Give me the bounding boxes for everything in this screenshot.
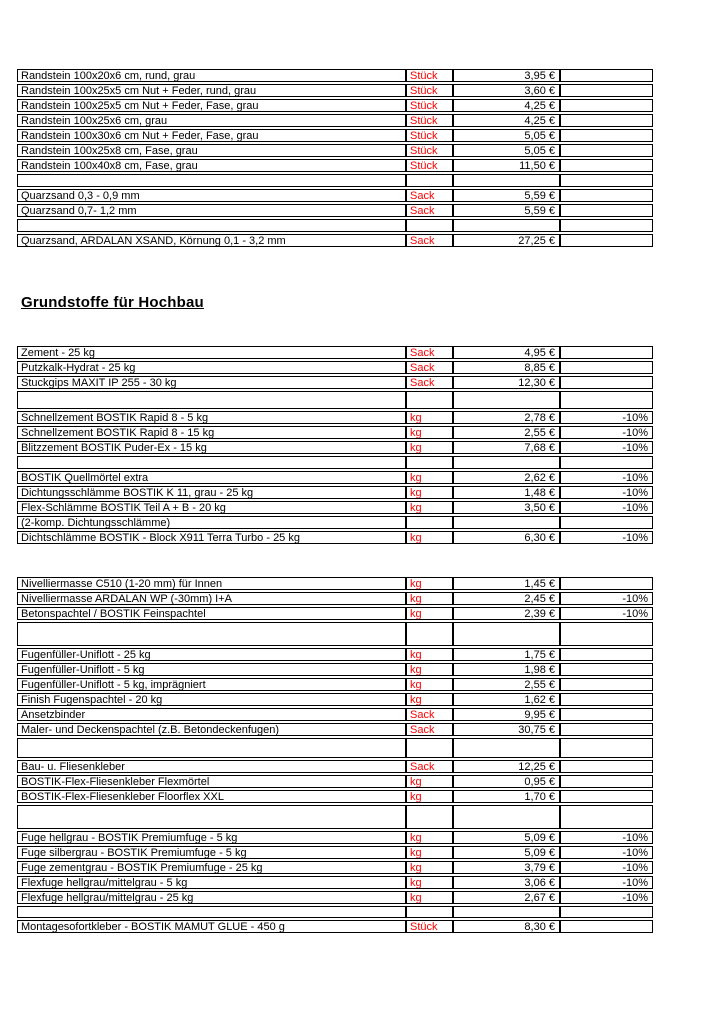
unit-cell: kg [406, 441, 453, 454]
table-row [17, 159, 653, 172]
discount-cell [560, 723, 653, 736]
product-name-cell: Ansetzbinder [17, 708, 406, 721]
product-name-cell: Bau- u. Fliesenkleber [17, 760, 406, 773]
price-cell: 2,55 € [453, 678, 560, 691]
product-name-cell: Fugenfüller-Uniflott - 25 kg [17, 648, 406, 661]
discount-cell [560, 234, 653, 247]
unit-cell: Sack [406, 760, 453, 773]
price-cell: 1,45 € [453, 577, 560, 590]
unit-cell: kg [406, 577, 453, 590]
table-row [17, 426, 653, 439]
table-row [17, 234, 653, 247]
unit-cell: kg [406, 831, 453, 844]
unit-cell: kg [406, 891, 453, 904]
product-name-cell: Randstein 100x40x8 cm, Fase, grau [17, 159, 406, 172]
product-name-cell: Quarzsand, ARDALAN XSAND, Körnung 0,1 - 3,2 mm [17, 234, 406, 247]
unit-cell [406, 174, 453, 187]
product-name-cell: (2-komp. Dichtungsschlämme) [17, 516, 406, 529]
price-table-randstein-quarzsand [17, 69, 653, 249]
discount-cell [560, 760, 653, 773]
section-heading: Grundstoffe für Hochbau [21, 294, 204, 311]
price-cell [453, 219, 560, 232]
product-name-cell: Putzkalk-Hydrat - 25 kg [17, 361, 406, 374]
product-name-cell: Nivelliermasse ARDALAN WP (-30mm) I+A [17, 592, 406, 605]
discount-cell [560, 648, 653, 661]
price-cell: 1,62 € [453, 693, 560, 706]
table-row [17, 376, 653, 389]
table-row [17, 516, 653, 529]
product-name-cell: Randstein 100x25x8 cm, Fase, grau [17, 144, 406, 157]
table-row [17, 723, 653, 736]
price-cell [453, 456, 560, 469]
price-cell: 2,45 € [453, 592, 560, 605]
table-row [17, 846, 653, 859]
discount-cell [560, 708, 653, 721]
unit-cell [406, 456, 453, 469]
discount-cell [560, 391, 653, 409]
price-cell: 30,75 € [453, 723, 560, 736]
product-name-cell: Quarzsand 0,3 - 0,9 mm [17, 189, 406, 202]
product-name-cell: Fuge hellgrau - BOSTIK Premiumfuge - 5 kg [17, 831, 406, 844]
product-name-cell: Fuge zementgrau - BOSTIK Premiumfuge - 25 kg [17, 861, 406, 874]
discount-cell [560, 174, 653, 187]
spacer-row [17, 805, 653, 829]
discount-cell: -10% [560, 486, 653, 499]
discount-cell: -10% [560, 426, 653, 439]
table-row [17, 693, 653, 706]
discount-cell: -10% [560, 876, 653, 889]
product-name-cell: BOSTIK Quellmörtel extra [17, 471, 406, 484]
product-name-cell: Finish Fugenspachtel - 20 kg [17, 693, 406, 706]
table-row [17, 891, 653, 904]
unit-cell [406, 219, 453, 232]
discount-cell: -10% [560, 861, 653, 874]
price-cell: 5,05 € [453, 129, 560, 142]
table-row [17, 920, 653, 933]
product-name-cell: Zement - 25 kg [17, 346, 406, 359]
discount-cell [560, 790, 653, 803]
price-cell [453, 516, 560, 529]
discount-cell: -10% [560, 891, 653, 904]
table-row [17, 831, 653, 844]
price-cell: 2,78 € [453, 411, 560, 424]
table-row [17, 775, 653, 788]
unit-cell: Sack [406, 189, 453, 202]
product-name-cell [17, 805, 406, 829]
unit-cell: kg [406, 471, 453, 484]
unit-cell: Sack [406, 346, 453, 359]
table-row [17, 531, 653, 544]
spacer-row [17, 738, 653, 758]
unit-cell: Stück [406, 144, 453, 157]
product-name-cell [17, 738, 406, 758]
discount-cell [560, 84, 653, 97]
product-name-cell: Flexfuge hellgrau/mittelgrau - 25 kg [17, 891, 406, 904]
price-cell: 1,48 € [453, 486, 560, 499]
unit-cell: kg [406, 876, 453, 889]
discount-cell [560, 738, 653, 758]
table-row [17, 99, 653, 112]
price-cell: 8,85 € [453, 361, 560, 374]
discount-cell [560, 678, 653, 691]
table-row [17, 648, 653, 661]
price-cell: 3,60 € [453, 84, 560, 97]
price-cell: 3,50 € [453, 501, 560, 514]
discount-cell [560, 144, 653, 157]
discount-cell [560, 920, 653, 933]
product-name-cell: BOSTIK-Flex-Fliesenkleber Flexmörtel [17, 775, 406, 788]
discount-cell: -10% [560, 607, 653, 620]
table-row [17, 663, 653, 676]
product-name-cell [17, 622, 406, 646]
spacer-row [17, 906, 653, 918]
table-row [17, 790, 653, 803]
discount-cell [560, 204, 653, 217]
price-cell: 5,09 € [453, 831, 560, 844]
unit-cell [406, 622, 453, 646]
discount-cell [560, 99, 653, 112]
unit-cell [406, 391, 453, 409]
table-row [17, 501, 653, 514]
price-cell: 2,39 € [453, 607, 560, 620]
price-cell: 4,25 € [453, 99, 560, 112]
table-row [17, 592, 653, 605]
product-name-cell: Randstein 100x25x5 cm Nut + Feder, rund, grau [17, 84, 406, 97]
table-row [17, 607, 653, 620]
table-row [17, 577, 653, 590]
table-row [17, 471, 653, 484]
unit-cell: Stück [406, 69, 453, 82]
unit-cell: Sack [406, 234, 453, 247]
discount-cell: -10% [560, 846, 653, 859]
spacer-row [17, 219, 653, 232]
product-name-cell: Maler- und Deckenspachtel (z.B. Betondeckenfugen) [17, 723, 406, 736]
unit-cell [406, 738, 453, 758]
price-cell [453, 622, 560, 646]
product-name-cell: BOSTIK-Flex-Fliesenkleber Floorflex XXL [17, 790, 406, 803]
price-cell: 5,59 € [453, 189, 560, 202]
discount-cell [560, 361, 653, 374]
unit-cell: Stück [406, 159, 453, 172]
unit-cell: Stück [406, 114, 453, 127]
unit-cell: Sack [406, 723, 453, 736]
price-cell: 11,50 € [453, 159, 560, 172]
price-table-spachtel-kleber-fugen [17, 577, 653, 935]
discount-cell [560, 622, 653, 646]
product-name-cell: Flexfuge hellgrau/mittelgrau - 5 kg [17, 876, 406, 889]
discount-cell [560, 346, 653, 359]
unit-cell: kg [406, 607, 453, 620]
product-name-cell: Randstein 100x25x5 cm Nut + Feder, Fase, grau [17, 99, 406, 112]
table-row [17, 361, 653, 374]
discount-cell [560, 376, 653, 389]
price-cell: 27,25 € [453, 234, 560, 247]
unit-cell: Stück [406, 129, 453, 142]
price-table-zement-schlaemme [17, 346, 653, 546]
price-cell: 0,95 € [453, 775, 560, 788]
table-row [17, 861, 653, 874]
unit-cell: Sack [406, 376, 453, 389]
discount-cell [560, 69, 653, 82]
product-name-cell: Schnellzement BOSTIK Rapid 8 - 15 kg [17, 426, 406, 439]
unit-cell [406, 906, 453, 918]
unit-cell: Stück [406, 84, 453, 97]
product-name-cell: Flex-Schlämme BOSTIK Teil A + B - 20 kg [17, 501, 406, 514]
price-cell: 1,75 € [453, 648, 560, 661]
price-cell: 2,67 € [453, 891, 560, 904]
price-cell [453, 174, 560, 187]
table-row [17, 441, 653, 454]
price-cell [453, 738, 560, 758]
product-name-cell: Fugenfüller-Uniflott - 5 kg [17, 663, 406, 676]
price-cell: 3,06 € [453, 876, 560, 889]
product-name-cell: Fugenfüller-Uniflott - 5 kg, imprägniert [17, 678, 406, 691]
discount-cell [560, 663, 653, 676]
table-row [17, 678, 653, 691]
product-name-cell: Randstein 100x20x6 cm, rund, grau [17, 69, 406, 82]
price-cell: 7,68 € [453, 441, 560, 454]
price-cell: 3,95 € [453, 69, 560, 82]
discount-cell [560, 189, 653, 202]
unit-cell: kg [406, 861, 453, 874]
product-name-cell: Betonspachtel / BOSTIK Feinspachtel [17, 607, 406, 620]
product-name-cell: Dichtschlämme BOSTIK - Block X911 Terra Turbo - 25 kg [17, 531, 406, 544]
unit-cell: kg [406, 663, 453, 676]
spacer-row [17, 456, 653, 469]
table-row [17, 144, 653, 157]
product-name-cell: Nivelliermasse C510 (1-20 mm) für Innen [17, 577, 406, 590]
product-name-cell: Quarzsand 0,7- 1,2 mm [17, 204, 406, 217]
price-cell: 5,59 € [453, 204, 560, 217]
price-cell: 4,25 € [453, 114, 560, 127]
product-name-cell: Montagesofortkleber - BOSTIK MAMUT GLUE - 450 g [17, 920, 406, 933]
unit-cell [406, 516, 453, 529]
product-name-cell: Randstein 100x30x6 cm Nut + Feder, Fase, grau [17, 129, 406, 142]
spacer-row [17, 391, 653, 409]
unit-cell: kg [406, 486, 453, 499]
price-cell: 2,62 € [453, 471, 560, 484]
price-cell: 1,70 € [453, 790, 560, 803]
discount-cell [560, 219, 653, 232]
price-cell [453, 391, 560, 409]
price-cell: 8,30 € [453, 920, 560, 933]
discount-cell: -10% [560, 592, 653, 605]
unit-cell: Stück [406, 920, 453, 933]
unit-cell: kg [406, 648, 453, 661]
unit-cell: kg [406, 426, 453, 439]
discount-cell: -10% [560, 531, 653, 544]
product-name-cell: Blitzzement BOSTIK Puder-Ex - 15 kg [17, 441, 406, 454]
discount-cell: -10% [560, 441, 653, 454]
discount-cell [560, 159, 653, 172]
price-cell: 2,55 € [453, 426, 560, 439]
price-cell [453, 805, 560, 829]
price-cell: 4,95 € [453, 346, 560, 359]
product-name-cell: Fuge silbergrau - BOSTIK Premiumfuge - 5 kg [17, 846, 406, 859]
product-name-cell [17, 174, 406, 187]
discount-cell: -10% [560, 501, 653, 514]
table-row [17, 708, 653, 721]
unit-cell: kg [406, 411, 453, 424]
table-row [17, 69, 653, 82]
unit-cell: kg [406, 693, 453, 706]
discount-cell: -10% [560, 411, 653, 424]
discount-cell [560, 906, 653, 918]
unit-cell: kg [406, 790, 453, 803]
product-name-cell [17, 391, 406, 409]
unit-cell: kg [406, 531, 453, 544]
table-row [17, 204, 653, 217]
discount-cell [560, 577, 653, 590]
product-name-cell: Schnellzement BOSTIK Rapid 8 - 5 kg [17, 411, 406, 424]
table-row [17, 876, 653, 889]
discount-cell: -10% [560, 471, 653, 484]
unit-cell: kg [406, 501, 453, 514]
unit-cell: Sack [406, 204, 453, 217]
spacer-row [17, 174, 653, 187]
product-name-cell: Dichtungsschlämme BOSTIK K 11, grau - 25 kg [17, 486, 406, 499]
product-name-cell [17, 219, 406, 232]
price-cell: 12,30 € [453, 376, 560, 389]
product-name-cell: Stuckgips MAXIT IP 255 - 30 kg [17, 376, 406, 389]
price-cell: 12,25 € [453, 760, 560, 773]
table-row [17, 114, 653, 127]
price-cell [453, 906, 560, 918]
discount-cell: -10% [560, 831, 653, 844]
price-cell: 5,05 € [453, 144, 560, 157]
table-row [17, 129, 653, 142]
table-row [17, 189, 653, 202]
unit-cell [406, 805, 453, 829]
unit-cell: Stück [406, 99, 453, 112]
product-name-cell [17, 906, 406, 918]
table-row [17, 486, 653, 499]
price-cell: 3,79 € [453, 861, 560, 874]
price-cell: 1,98 € [453, 663, 560, 676]
discount-cell [560, 775, 653, 788]
discount-cell [560, 114, 653, 127]
discount-cell [560, 805, 653, 829]
discount-cell [560, 456, 653, 469]
table-row [17, 760, 653, 773]
price-cell: 9,95 € [453, 708, 560, 721]
table-row [17, 411, 653, 424]
unit-cell: kg [406, 678, 453, 691]
unit-cell: kg [406, 775, 453, 788]
discount-cell [560, 693, 653, 706]
spacer-row [17, 622, 653, 646]
price-cell: 5,09 € [453, 846, 560, 859]
unit-cell: kg [406, 846, 453, 859]
unit-cell: Sack [406, 708, 453, 721]
table-row [17, 346, 653, 359]
table-row [17, 84, 653, 97]
unit-cell: Sack [406, 361, 453, 374]
unit-cell: kg [406, 592, 453, 605]
price-cell: 6,30 € [453, 531, 560, 544]
discount-cell [560, 516, 653, 529]
discount-cell [560, 129, 653, 142]
product-name-cell [17, 456, 406, 469]
product-name-cell: Randstein 100x25x6 cm, grau [17, 114, 406, 127]
